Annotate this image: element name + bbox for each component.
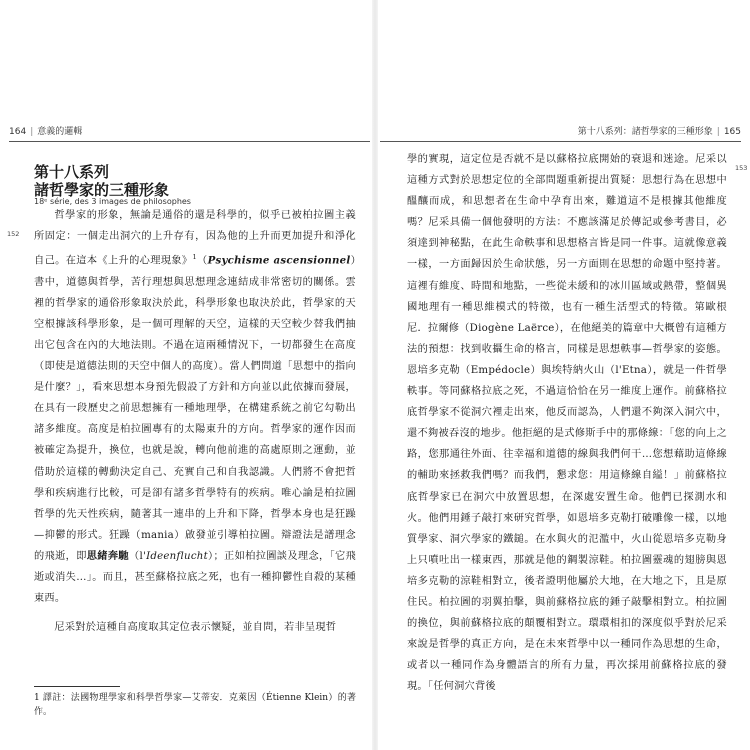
left-header-title: 意義的邏輯 (37, 127, 83, 137)
footnote-mark: 1 (192, 253, 197, 262)
left-paragraph-1 (34, 205, 356, 609)
series-subtitle: 諸哲學家的三種形象 (34, 181, 170, 199)
right-page (375, 0, 750, 750)
series-title: 第十八系列 (34, 163, 110, 181)
right-paragraph-1: 學的實現，這定位是否就不是以蘇格拉底開始的衰退和迷途。尼采以這種方式對於思想定位的全部問題重新提出質疑：思想行為在思想中醞釀而成，和思想者在生命中孕育出來，難道這不是根據其他維度嗎？尼采具備一個他發明的方法：不應該滿足於傳記或參考書目，必須達到神秘點，在此生命軼事和思想格言皆是同一件事。這就像意義一樣，一方面歸因於生命狀態，另一方面則在思想的命題中堅持著。這裡有維度、時間和地點，一些從未緩和的冰川區域或熱帶，整個異國地理有一種思維模式的特徵，也有一種生活型式的特徵。第歐根尼．拉爾修（Diogène Laërce），在他絕美的篇章中大概曾有這種方法的預想：找到收攝生命的格言，同樣是思想軼事—哲學家的姿態。恩培多克勒（Empédocle）與埃特納火山（l'Etna），就是一件哲學軼事。等同蘇格拉底之死，不過這恰恰在另一維度上運作。前蘇格拉底哲學家不從洞穴裡走出來，他反而認為，人們還不夠深入洞穴中，還不夠被吞沒的地步。他拒絕的是式修斯手中的那條線：「您的向上之路，您那通往外面、往幸福和道德的線與我們何干…您想藉助這條線的輔助來拯救我們嗎？而我們，懇求您：用這條線自縊！」前蘇格拉底哲學家已在洞穴中放置思想，在深處安置生命。他們已探測水和火。他們用錘子敲打來研究哲學，如恩培多克勒打破雕像一樣，以地質學家、洞穴學家的鐵鎚。在水與火的氾濫中，火山從恩培多克勒身上只噴吐出一樣東西，那就是他的鋼製涼鞋。柏拉圖靈魂的翅膀與恩培多克勒的涼鞋相對立，後者證明他屬於大地，在大地之下，且是原住民。柏拉圖的羽翼拍擊，與前蘇格拉底的錘子敲擊相對立。柏拉圖的換位，與前蘇格拉底的顛覆相對立。環環相扣的深度似乎對於尼采來說是哲學的真正方向，是在未來哲學中以一種同作為思想的生命，或者以一種同作為身體語言的所有力量，再次採用前蘇格拉底的發現。「任何洞穴背後 (407, 154, 727, 693)
right-margin-page-number: 153 (735, 164, 748, 172)
para1-text-3: ）書中，道德與哲學，苦行理想與思想理念連結成非常密切的關係。雲裡的哲學家的通俗形象取決於此，科學形象也取決於此，哲學家的天空根據該科學形象，是一個可理解的天空，這樣的天空較少替我們抽出它包含在內的大地法則。不過在這兩種情況下，一切都發生在高度（即使是道德法則的天空中個人的高度）。當人們問道「思想中的指向是什麼？」，看來思想本身預先假設了方針和方向並以此依據而發展，在具有一段歷史之前思想擁有一種地理學，在構建系統之前它勾勒出諸多維度。高度是柏拉圖專有的太陽東升的方向。哲學家的運作因而被確定為提升，換位，也就是說，轉向他前進的高處原則之運動，並借助於這樣的轉動決定自己、充實自己和自我認識。人們將不會把哲學和疾病進行比較，可是卻有諸多哲學特有的疾病。唯心論是柏拉圖哲學的先天性疾病，隨著其一連串的上升和下降，哲學本身也是狂躁—抑鬱的形式。狂躁（mania）啟發並引導柏拉圖。辯證法是譜理念的飛逝，即 (34, 255, 357, 562)
right-page-number: 165 (723, 127, 741, 137)
footnote (34, 691, 356, 719)
left-margin-page-number: 152 (7, 230, 20, 238)
left-running-head (9, 124, 82, 137)
left-page-number: 164 (9, 127, 27, 137)
para1-text-4: （l' (128, 550, 147, 562)
left-paragraph-2: 尼采對於這種自高度取其定位表示懷疑，並自問，若非呈現哲 (54, 622, 337, 634)
right-running-head (578, 124, 741, 137)
right-header-rule (380, 141, 741, 142)
right-header-title: 第十八系列：諸哲學家的三種形象 (577, 127, 713, 137)
italic-term: Ideenflucht (146, 550, 208, 562)
series-french-title: 18ᵉ série, des 3 images de philosophes (34, 197, 191, 206)
para1-text-5: ）；正如柏拉圖談及理念，「它飛逝或消失…」。而且，甚至蘇格拉底之死，也有一種抑鬱性自殺的某種東西。 (34, 550, 356, 605)
header-separator: | (716, 127, 720, 137)
para1-text-2: （ (196, 255, 208, 267)
bold-term: 思緒奔馳 (86, 549, 129, 562)
french-title-term: Psychisme ascensionnel (207, 254, 351, 267)
footnote-number: 1 (34, 693, 40, 703)
para1-text-1: 哲學家的形象，無論是通俗的還是科學的，似乎已被柏拉圖主義所固定：一個走出洞穴的上升存有，因為他的上升而更加提升和淨化自己。在這本《上升的心理現象》 (34, 210, 356, 267)
header-separator: | (30, 127, 34, 137)
left-body (34, 205, 356, 638)
left-header-rule (9, 141, 370, 142)
footnote-text: 譯註：法國物理學家和科學哲學家—艾蒂安．克萊因（Étienne Klein）的著作。 (34, 693, 356, 717)
footnote-rule (34, 686, 120, 687)
right-body (407, 149, 727, 697)
